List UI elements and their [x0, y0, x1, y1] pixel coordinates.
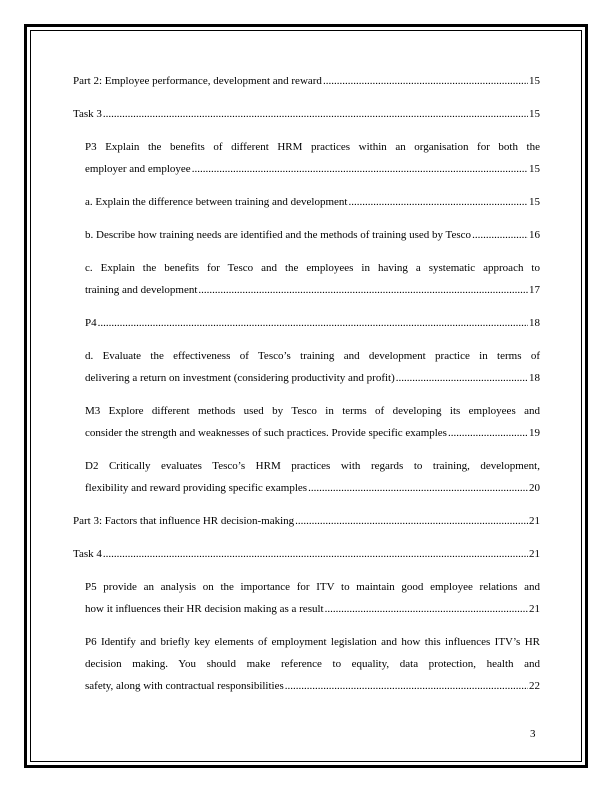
- toc-entry-text: P5 provide an analysis on the importance for ITV to maintain good employee relations and: [85, 581, 540, 593]
- toc-entry[interactable]: [73, 312, 540, 334]
- dot-leader: [295, 510, 528, 532]
- toc-entry-title: consider the strength and weaknesses of such practices. Provide specific examples: [85, 427, 447, 439]
- toc-entry[interactable]: [73, 224, 540, 246]
- toc-entry-text: D2 Critically evaluates Tesco’s HRM practices with regards to training, development,: [85, 460, 540, 472]
- toc-entry-page: 18: [529, 317, 540, 329]
- table-of-contents: [73, 70, 540, 708]
- toc-entry-page: 21: [529, 603, 540, 615]
- toc-entry-text: d. Evaluate the effectiveness of Tesco’s training and development practice in terms of: [85, 350, 540, 362]
- dot-leader: [325, 598, 528, 620]
- toc-entry-title: b. Describe how training needs are identified and the methods of training used by Tesco: [85, 229, 472, 241]
- dot-leader: [323, 70, 528, 92]
- toc-entry-text: c. Explain the benefits for Tesco and the employees in having a systematic approach to: [85, 262, 540, 274]
- toc-entry-page: 21: [529, 515, 540, 527]
- toc-entry-title: a. Explain the difference between training and development: [85, 196, 348, 208]
- toc-entry[interactable]: [73, 543, 540, 565]
- dot-leader: [192, 158, 528, 180]
- dot-leader: [308, 477, 528, 499]
- toc-entry-title: Task 4: [73, 548, 102, 560]
- toc-entry-page: 18: [529, 372, 540, 384]
- toc-entry-page: 15: [529, 108, 540, 120]
- toc-entry[interactable]: [73, 191, 540, 213]
- toc-entry-title: delivering a return on investment (considering productivity and profit): [85, 372, 395, 384]
- toc-entry-title: Part 2: Employee performance, development and reward: [73, 75, 322, 87]
- toc-entry-page: 15: [529, 163, 540, 175]
- toc-entry-page: 15: [529, 75, 540, 87]
- toc-entry[interactable]: [73, 631, 540, 697]
- toc-entry-title: employer and employee: [85, 163, 191, 175]
- dot-leader: [98, 312, 528, 334]
- toc-entry[interactable]: [73, 400, 540, 444]
- dot-leader: [103, 103, 528, 125]
- page-number: 3: [530, 728, 536, 740]
- dot-leader: [285, 675, 528, 697]
- toc-entry-page: 17: [529, 284, 540, 296]
- toc-entry-page: 15: [529, 196, 540, 208]
- toc-entry[interactable]: [73, 257, 540, 301]
- toc-entry[interactable]: [73, 510, 540, 532]
- toc-entry[interactable]: [73, 136, 540, 180]
- toc-entry-title: Part 3: Factors that influence HR decision-making: [73, 515, 295, 527]
- toc-entry-text: P3 Explain the benefits of different HRM practices within an organisation for both the: [85, 141, 540, 153]
- toc-entry-page: 20: [529, 482, 540, 494]
- toc-entry-title: P4: [85, 317, 97, 329]
- toc-entry-text: P6 Identify and briefly key elements of employment legislation and how this influences ITV’s HR decision making. You should make reference to equality, data protection, health and: [85, 636, 540, 670]
- toc-entry[interactable]: [73, 455, 540, 499]
- toc-entry-text: M3 Explore different methods used by Tesco in terms of developing its employees and: [85, 405, 540, 417]
- toc-entry-page: 22: [529, 680, 540, 692]
- toc-entry[interactable]: [73, 576, 540, 620]
- dot-leader: [348, 191, 528, 213]
- dot-leader: [472, 224, 528, 246]
- toc-entry-page: 21: [529, 548, 540, 560]
- toc-entry-page: 16: [529, 229, 540, 241]
- toc-entry-title: Task 3: [73, 108, 102, 120]
- dot-leader: [396, 367, 528, 389]
- toc-entry-title: training and development: [85, 284, 198, 296]
- toc-entry-page: 19: [529, 427, 540, 439]
- toc-entry-title: safety, along with contractual responsibilities: [85, 680, 284, 692]
- toc-entry-title: flexibility and reward providing specific examples: [85, 482, 308, 494]
- toc-entry[interactable]: [73, 103, 540, 125]
- dot-leader: [103, 543, 528, 565]
- toc-entry[interactable]: [73, 70, 540, 92]
- dot-leader: [448, 422, 528, 444]
- toc-entry[interactable]: [73, 345, 540, 389]
- toc-entry-title: how it influences their HR decision making as a result: [85, 603, 324, 615]
- dot-leader: [198, 279, 528, 301]
